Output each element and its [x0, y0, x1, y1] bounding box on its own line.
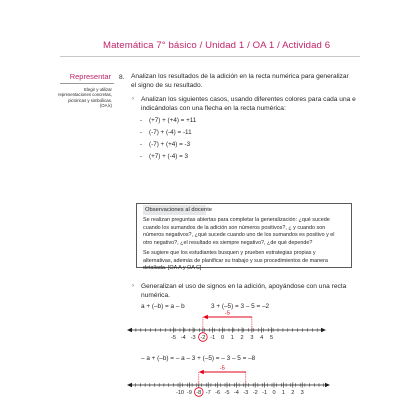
- tick-label: -4: [180, 335, 186, 341]
- tick-label: -2: [200, 335, 206, 341]
- observaciones-line: Se sugiere que los estudiantes busquen y prueben estrategias propias y: [143, 250, 316, 256]
- header-title: Matemática 7° básico / Unidad 1 / OA 1 / Actividad 6: [103, 40, 331, 51]
- tick-label: -9: [186, 390, 192, 396]
- tick-label: -1: [262, 390, 268, 396]
- tick-label: 2: [291, 390, 295, 396]
- list-item-text: (-7) + (+4) = -3: [149, 141, 191, 148]
- jump-arrowhead-icon: [199, 370, 204, 374]
- section-number: 8.: [119, 74, 125, 81]
- bullet-chevron-icon: ›: [132, 283, 134, 289]
- list-item-text: (+7) + (+4) = +11: [149, 117, 197, 124]
- observaciones-title: Observaciones al docente: [145, 207, 213, 213]
- tick-label: 2: [240, 335, 244, 341]
- jump-label: -5: [219, 365, 225, 372]
- tick-label: -3: [243, 390, 249, 396]
- tick-label: -10: [175, 390, 185, 396]
- list-item-text: (-7) + (-4) = -11: [149, 129, 192, 136]
- tick-label: -6: [215, 390, 221, 396]
- tick-label: -8: [196, 390, 202, 396]
- tick-label: 5: [269, 335, 274, 341]
- tick-label: -1: [210, 335, 216, 341]
- list-item: - (+7) + (-4) = 3: [140, 153, 189, 160]
- tick-label: 3: [250, 335, 254, 341]
- sub-instruction-line: indicándolas con una flecha en la recta numérica:: [141, 105, 286, 112]
- observaciones-line: alternativas, además de planificar su trabajo y sus procedimientos de manera: [143, 257, 328, 264]
- tick-label: 4: [260, 335, 264, 341]
- section-intro-line: el signo de su resultado.: [131, 82, 203, 89]
- list-item-text: (+7) + (-4) = 3: [149, 153, 189, 160]
- tick-label: -3: [190, 335, 196, 341]
- section-intro-line: Analizan los resultados de la adición en la recta numérica para generalizar: [131, 73, 349, 80]
- tick-label: 0: [220, 335, 225, 341]
- list-item: - (-7) + (+4) = -3: [140, 141, 191, 148]
- sidebar-line: representaciones concretas,: [58, 92, 112, 98]
- equation-example: 3 + (–5) = 3 – 5 = –2: [211, 303, 270, 310]
- tick-label: -7: [205, 390, 211, 396]
- axis-right-arrow-icon: [325, 383, 330, 388]
- list-item: - (-7) + (-4) = -11: [140, 129, 192, 136]
- sidebar-line: (OA k): [99, 103, 112, 109]
- sidebar-line: Elegir y utilizar: [84, 87, 112, 92]
- observaciones-line: Se realizan preguntas abiertas para completar la generalización: ¿qué sucede: [143, 217, 330, 223]
- sidebar-line: pictóricas y simbólicas.: [68, 97, 112, 103]
- sub-instruction-line: Analizan los siguientes casos, usando diferentes colores para cada una e: [141, 96, 356, 103]
- tick-label: 3: [300, 390, 304, 396]
- tick-label: -5: [224, 390, 230, 396]
- observaciones-line: otro negativo?, ¿el resultado es siempre negativo?, ¿de qué depende?: [143, 240, 313, 247]
- equation-negative: – a + (–b) = – a – 3 + (–5) = – 3 – 5 = –8: [141, 355, 256, 362]
- equation-general: a + (–b) = a – b: [141, 303, 185, 310]
- tick-label: 0: [272, 390, 276, 396]
- generalize-line: numérica.: [141, 292, 170, 299]
- axis-left-arrow-icon: [127, 383, 132, 388]
- tick-label: -4: [233, 390, 239, 396]
- observaciones-line: detallada. [OA A y OA C]: [143, 265, 202, 272]
- observaciones-line: cuando los sumandos de la adición son números positivos?, ¿ y cuando son: [143, 224, 326, 231]
- observaciones-line: números negativos?, ¿qué sucede cuando uno de los sumandos es positivo y el: [143, 232, 335, 239]
- list-item: - (+7) + (+4) = +11: [140, 117, 197, 124]
- tick-label: 1: [281, 390, 285, 396]
- tick-label: 1: [230, 335, 234, 341]
- tick-label: -2: [252, 390, 258, 396]
- bullet-chevron-icon: ›: [132, 96, 134, 102]
- jump-label: -5: [224, 310, 230, 317]
- sidebar-title: Representar: [69, 72, 111, 81]
- tick-label: -5: [171, 335, 176, 341]
- generalize-line: Generalizan el uso de signos en la adición, apoyándose con una recta: [141, 283, 347, 290]
